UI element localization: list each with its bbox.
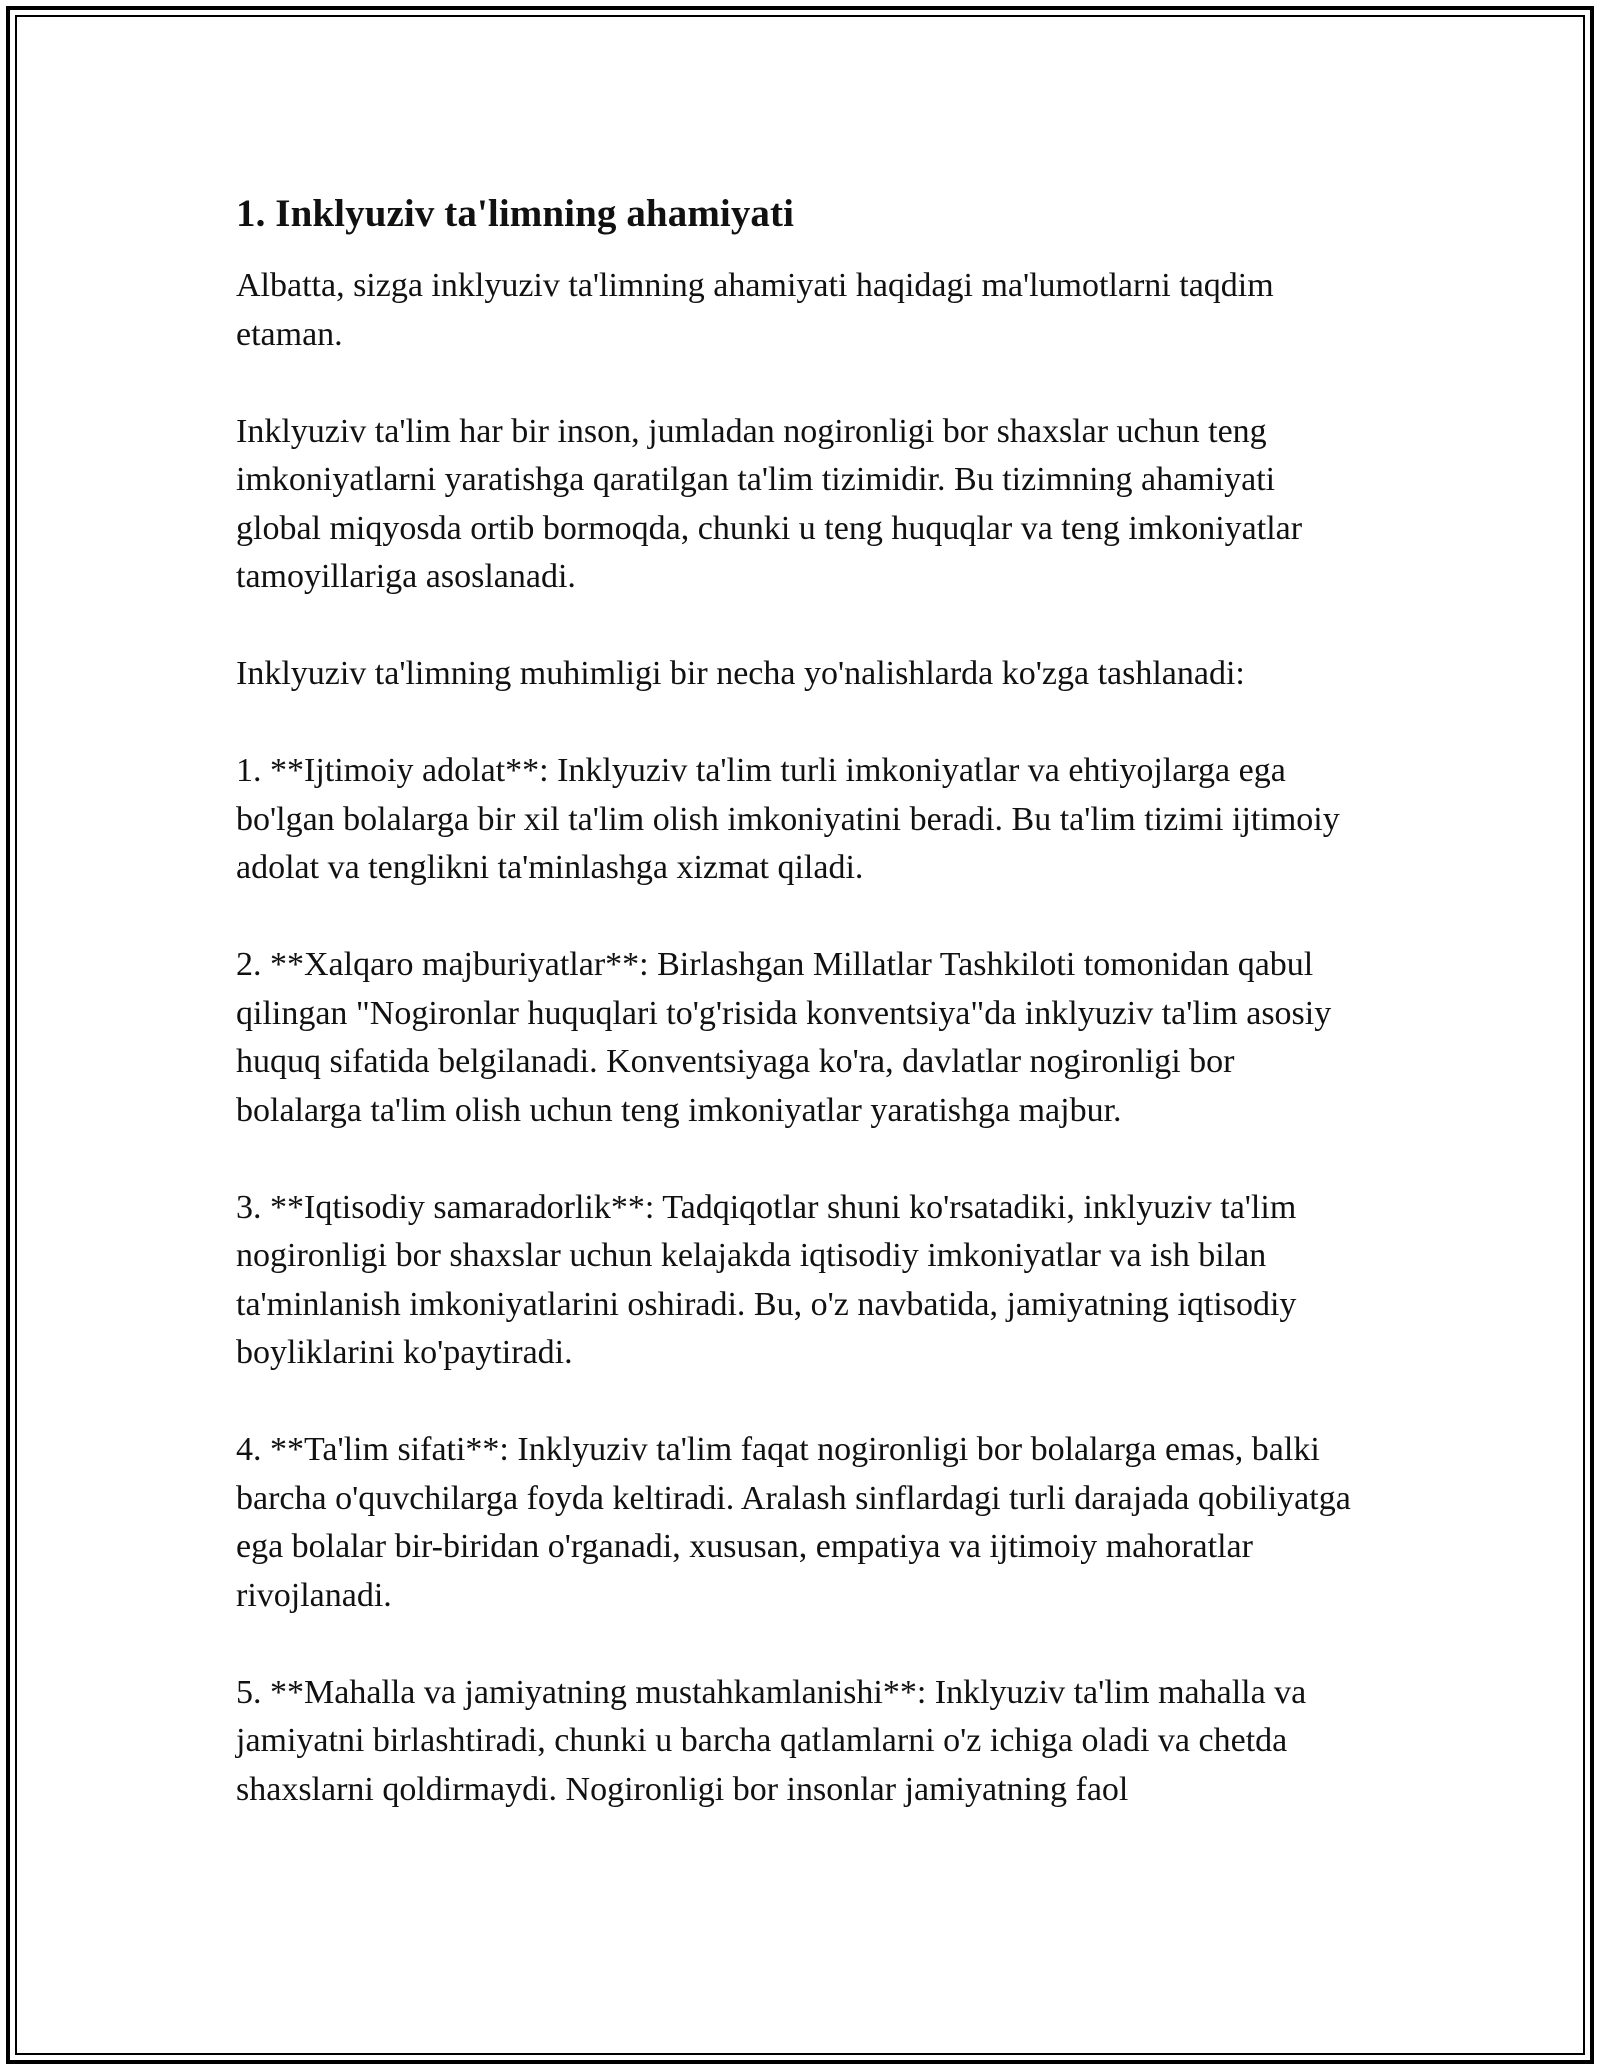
list-item-community-strengthening: 5. **Mahalla va jamiyatning mustahkamlanishi**: Inklyuziv ta'lim mahalla va jamiyatni birlashtiradi, chunki u barcha qatlamlarni o'z ichiga oladi va chetda shaxslarni qoldirmaydi. Nogironligi bor insonlar jamiyatning faol (236, 1673, 1307, 1808)
list-item-economic-efficiency: 3. **Iqtisodiy samaradorlik**: Tadqiqotlar shuni ko'rsatadiki, inklyuziv ta'lim nogironligi bor shaxslar uchun kelajakda iqtisodiy imkoniyatlar va ish bilan ta'minlanish imkoniyatlarini oshiradi. Bu, o'z navbatida, jamiyatning iqtisodiy boyliklarini ko'paytiradi. (236, 1188, 1297, 1371)
paragraph-list-lead: Inklyuziv ta'limning muhimligi bir necha yo'nalishlarda ko'zga tashlanadi: (236, 655, 1245, 692)
list-item-education-quality: 4. **Ta'lim sifati**: Inklyuziv ta'lim faqat nogironligi bor bolalarga emas, balki barcha o'quvchilarga foyda keltiradi. Aralash sinflardagi turli darajada qobiliyatga ega bolalar bir-biridan o'rganadi, xususan, empatiya va ijtimoiy mahoratlar rivojlanadi. (236, 1431, 1351, 1614)
list-item-international-obligations: 2. **Xalqaro majburiyatlar**: Birlashgan Millatlar Tashkiloti tomonidan qabul qilingan "Nogironlar huquqlari to'g'risida konventsiya"da inklyuziv ta'lim asosiy huquq sifatida belgilanadi. Konventsiyaga ko'ra, davlatlar nogironligi bor bolalarga ta'lim olish uchun teng imkoniyatlar yaratishga majbur. (236, 946, 1332, 1129)
paragraph-intro: Albatta, sizga inklyuziv ta'limning ahamiyati haqidagi ma'lumotlarni taqdim etaman. (236, 267, 1274, 353)
section-heading: 1. Inklyuziv ta'limning ahamiyati (236, 192, 795, 235)
document-body (236, 186, 1366, 1814)
list-item-social-justice: 1. **Ijtimoiy adolat**: Inklyuziv ta'lim turli imkoniyatlar va ehtiyojlarga ega bo'lgan bolalarga bir xil ta'lim olish imkoniyatini beradi. Bu ta'lim tizimi ijtimoiy adolat va tenglikni ta'minlashga xizmat qiladi. (236, 752, 1340, 886)
paragraph-definition: Inklyuziv ta'lim har bir inson, jumladan nogironligi bor shaxslar uchun teng imkoniyatlarni yaratishga qaratilgan ta'lim tizimidir. Bu tizimning ahamiyati global miqyosda ortib bormoqda, chunki u teng huquqlar va teng imkoniyatlar tamoyillariga asoslanadi. (236, 412, 1303, 595)
